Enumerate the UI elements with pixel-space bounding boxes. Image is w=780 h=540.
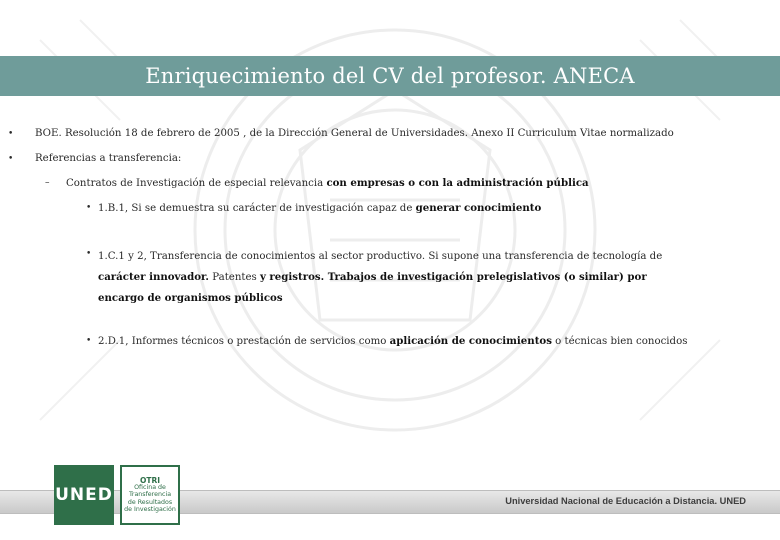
otri-logo-line: Oficina de [134, 484, 166, 492]
sub3-text-a: 2.D.1, Informes técnicos o prestación de servicios como [98, 336, 390, 347]
footer-university-name: Universidad Nacional de Educación a Distancia. UNED [505, 496, 746, 506]
uned-logo-text: UNED [55, 485, 113, 505]
subitem-1c1 [98, 247, 673, 309]
otri-logo-line: de Resultados [127, 498, 173, 506]
bullet-dot: • [86, 249, 92, 259]
bullet-dot: • [8, 129, 14, 139]
slide-title: Enriquecimiento del CV del profesor. ANECA [145, 64, 635, 88]
bullet-dot: • [86, 336, 92, 346]
contratos-text: Contratos de Investigación de especial relevancia [66, 178, 327, 189]
contratos-bold: con empresas o con la administración pública [326, 177, 589, 189]
item-contratos [66, 176, 589, 191]
subitem-2d1 [98, 334, 687, 349]
sub2-bold-b: y registros. Trabajos de investigación prelegislativos (o similar) por encargo de organismos públicos [98, 271, 647, 304]
sub2-text-a: 1.C.1 y 2, Transferencia de conocimientos al sector productivo. Si supone una transferencia de tecnología de [98, 251, 663, 262]
subitem-1b1 [98, 201, 541, 216]
bullet-referencias: Referencias a transferencia: [35, 153, 182, 164]
bullet-dot: • [8, 154, 14, 164]
uned-logo [54, 465, 114, 525]
otri-logo-line: OTRI [139, 475, 161, 485]
otri-logo [120, 465, 180, 525]
sub3-text-b: o técnicas bien conocidos [551, 336, 688, 347]
sub2-bold-a: carácter innovador. [98, 271, 209, 283]
sub1-text: 1.B.1, Si se demuestra su carácter de investigación capaz de [98, 203, 416, 214]
bullet-dot: • [86, 203, 92, 213]
sub2-text-b: Patentes [208, 272, 260, 283]
sub1-bold: generar conocimiento [415, 202, 542, 214]
bullet-boe: BOE. Resolución 18 de febrero de 2005 , de la Dirección General de Universidades. Anexo II Curriculum Vitae normalizado [35, 128, 674, 139]
dash-marker: – [45, 178, 50, 188]
sub3-bold: aplicación de conocimientos [389, 335, 552, 347]
otri-logo-line: Transferencia [128, 491, 172, 499]
otri-logo-line: de Investigación [124, 505, 176, 513]
